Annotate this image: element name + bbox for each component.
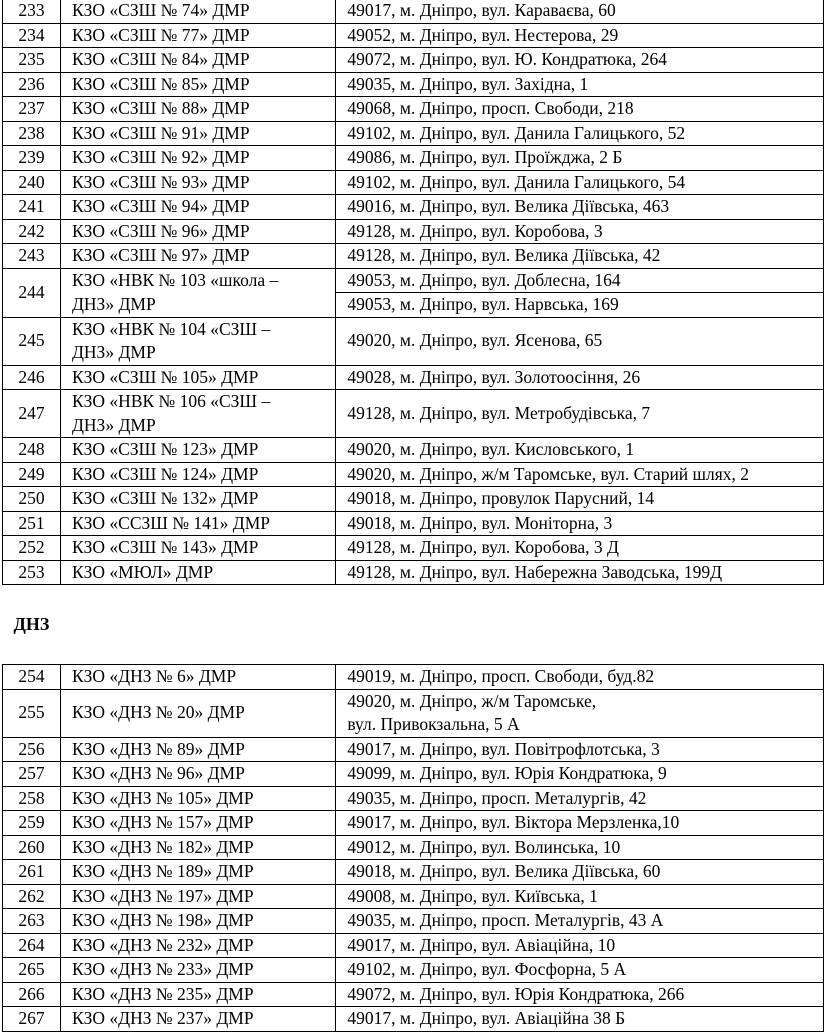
institution-address: 49128, м. Дніпро, вул. Коробова, 3 bbox=[336, 219, 824, 244]
institution-address: 49018, м. Дніпро, вул. Велика Діївська, 60 bbox=[336, 860, 824, 885]
institution-address: 49018, м. Дніпро, провулок Парусний, 14 bbox=[336, 487, 824, 512]
row-number: 248 bbox=[3, 438, 61, 463]
institution-address: 49128, м. Дніпро, вул. Коробова, 3 Д bbox=[336, 536, 824, 561]
institution-name: КЗО «ДНЗ № 6» ДМР bbox=[60, 665, 335, 690]
table-row bbox=[3, 762, 824, 787]
row-number: 263 bbox=[3, 909, 61, 934]
institution-address-line-2: вул. Привокзальна, 5 А bbox=[347, 714, 520, 734]
institution-name bbox=[60, 317, 335, 365]
institution-address: 49102, м. Дніпро, вул. Фосфорна, 5 А bbox=[336, 958, 824, 983]
row-number: 250 bbox=[3, 487, 61, 512]
institution-name: КЗО «СЗШ № 94» ДМР bbox=[60, 195, 335, 220]
institution-address: 49008, м. Дніпро, вул. Київська, 1 bbox=[336, 884, 824, 909]
table-row bbox=[3, 317, 824, 365]
institution-name: КЗО «ДНЗ № 89» ДМР bbox=[60, 737, 335, 762]
table-row bbox=[3, 97, 824, 122]
institution-name: КЗО «СЗШ № 77» ДМР bbox=[60, 23, 335, 48]
institution-address: 49012, м. Дніпро, вул. Волинська, 10 bbox=[336, 835, 824, 860]
row-number: 241 bbox=[3, 195, 61, 220]
institution-address: 49017, м. Дніпро, вул. Авіаційна 38 Б bbox=[336, 1007, 824, 1032]
row-number: 242 bbox=[3, 219, 61, 244]
row-number: 255 bbox=[3, 689, 61, 737]
institution-name: КЗО «СЗШ № 91» ДМР bbox=[60, 121, 335, 146]
table-row bbox=[3, 536, 824, 561]
institution-name: КЗО «СЗШ № 88» ДМР bbox=[60, 97, 335, 122]
row-number: 238 bbox=[3, 121, 61, 146]
table-row bbox=[3, 365, 824, 390]
institution-address: 49068, м. Дніпро, просп. Свободи, 218 bbox=[336, 97, 824, 122]
row-number: 256 bbox=[3, 737, 61, 762]
row-number: 261 bbox=[3, 860, 61, 885]
table-row bbox=[3, 219, 824, 244]
table-row bbox=[3, 786, 824, 811]
institution-name-line-1: КЗО «НВК № 103 «школа – bbox=[71, 270, 279, 290]
institution-name: КЗО «СЗШ № 97» ДМР bbox=[60, 244, 335, 269]
row-number: 243 bbox=[3, 244, 61, 269]
institution-address: 49020, м. Дніпро, ж/м Таромське, вул. Старий шлях, 2 bbox=[336, 462, 824, 487]
institution-name: КЗО «ССЗШ № 141» ДМР bbox=[60, 511, 335, 536]
institution-name: КЗО «СЗШ № 96» ДМР bbox=[60, 219, 335, 244]
institution-name: КЗО «ДНЗ № 198» ДМР bbox=[60, 909, 335, 934]
table-row bbox=[3, 195, 824, 220]
institution-name bbox=[60, 390, 335, 438]
table-row bbox=[3, 48, 824, 73]
row-number: 252 bbox=[3, 536, 61, 561]
institution-name: КЗО «ДНЗ № 237» ДМР bbox=[60, 1007, 335, 1032]
institution-address: 49028, м. Дніпро, вул. Золотоосіння, 26 bbox=[336, 365, 824, 390]
table-row bbox=[3, 909, 824, 934]
institution-name bbox=[60, 268, 335, 317]
row-number: 253 bbox=[3, 560, 61, 585]
institution-name: КЗО «МЮЛ» ДМР bbox=[60, 560, 335, 585]
institution-name: КЗО «ДНЗ № 157» ДМР bbox=[60, 811, 335, 836]
row-number: 240 bbox=[3, 170, 61, 195]
institution-name: КЗО «СЗШ № 93» ДМР bbox=[60, 170, 335, 195]
institution-name: КЗО «ДНЗ № 189» ДМР bbox=[60, 860, 335, 885]
table-row bbox=[3, 560, 824, 585]
institution-name: КЗО «ДНЗ № 182» ДМР bbox=[60, 835, 335, 860]
table-row bbox=[3, 511, 824, 536]
institution-name: КЗО «СЗШ № 85» ДМР bbox=[60, 72, 335, 97]
institution-name: КЗО «СЗШ № 74» ДМР bbox=[60, 0, 335, 23]
table-row bbox=[3, 121, 824, 146]
section-title: ДНЗ bbox=[3, 585, 824, 665]
row-number: 234 bbox=[3, 23, 61, 48]
institution-address: 49017, м. Дніпро, вул. Караваєва, 60 bbox=[336, 0, 824, 23]
row-number: 265 bbox=[3, 958, 61, 983]
institution-address: 49128, м. Дніпро, вул. Велика Діївська, 42 bbox=[336, 244, 824, 269]
institution-address: 49035, м. Дніпро, просп. Металургів, 42 bbox=[336, 786, 824, 811]
table-row bbox=[3, 689, 824, 737]
institution-address: 49017, м. Дніпро, вул. Віктора Мерзленка,10 bbox=[336, 811, 824, 836]
institution-address: 49017, м. Дніпро, вул. Повітрофлотська, 3 bbox=[336, 737, 824, 762]
institutions-table bbox=[2, 0, 824, 1032]
institution-address: 49128, м. Дніпро, вул. Метробудівська, 7 bbox=[336, 390, 824, 438]
institution-name: КЗО «СЗШ № 132» ДМР bbox=[60, 487, 335, 512]
institution-name: КЗО «ДНЗ № 197» ДМР bbox=[60, 884, 335, 909]
row-number: 246 bbox=[3, 365, 61, 390]
institution-address: 49099, м. Дніпро, вул. Юрія Кондратюка, 9 bbox=[336, 762, 824, 787]
section-header-row bbox=[3, 585, 824, 665]
institution-address: 49102, м. Дніпро, вул. Данила Галицького, 54 bbox=[336, 170, 824, 195]
institution-address: 49019, м. Дніпро, просп. Свободи, буд.82 bbox=[336, 665, 824, 690]
row-number: 257 bbox=[3, 762, 61, 787]
table-row bbox=[3, 811, 824, 836]
table-row bbox=[3, 170, 824, 195]
table-row bbox=[3, 982, 824, 1007]
row-number: 239 bbox=[3, 146, 61, 171]
table-row bbox=[3, 268, 824, 293]
institution-address: 49017, м. Дніпро, вул. Авіаційна, 10 bbox=[336, 933, 824, 958]
institution-address: 49052, м. Дніпро, вул. Нестерова, 29 bbox=[336, 23, 824, 48]
institution-address: 49053, м. Дніпро, вул. Доблесна, 164 bbox=[336, 268, 824, 293]
table-row bbox=[3, 958, 824, 983]
table-row bbox=[3, 933, 824, 958]
row-number: 254 bbox=[3, 665, 61, 690]
row-number: 235 bbox=[3, 48, 61, 73]
table-row bbox=[3, 665, 824, 690]
row-number: 258 bbox=[3, 786, 61, 811]
row-number: 249 bbox=[3, 462, 61, 487]
row-number: 260 bbox=[3, 835, 61, 860]
institution-address: 49072, м. Дніпро, вул. Ю. Кондратюка, 264 bbox=[336, 48, 824, 73]
institution-name: КЗО «ДНЗ № 233» ДМР bbox=[60, 958, 335, 983]
table-row bbox=[3, 146, 824, 171]
institution-name: КЗО «ДНЗ № 235» ДМР bbox=[60, 982, 335, 1007]
institution-name: КЗО «СЗШ № 143» ДМР bbox=[60, 536, 335, 561]
institution-address-line-1: 49020, м. Дніпро, ж/м Таромське, bbox=[347, 690, 597, 711]
institution-name-line-2: ДНЗ» ДМР bbox=[71, 293, 156, 314]
institution-name: КЗО «СЗШ № 105» ДМР bbox=[60, 365, 335, 390]
row-number: 264 bbox=[3, 933, 61, 958]
table-row bbox=[3, 462, 824, 487]
row-number: 233 bbox=[3, 0, 61, 23]
institution-name-line-2: ДНЗ» ДМР bbox=[71, 414, 156, 435]
table-row bbox=[3, 438, 824, 463]
table-row bbox=[3, 884, 824, 909]
institution-name: КЗО «ДНЗ № 20» ДМР bbox=[60, 689, 335, 737]
table-row bbox=[3, 23, 824, 48]
table-row bbox=[3, 835, 824, 860]
table-row bbox=[3, 737, 824, 762]
institution-address: 49016, м. Дніпро, вул. Велика Діївська, 463 bbox=[336, 195, 824, 220]
table-row bbox=[3, 390, 824, 438]
institution-name: КЗО «СЗШ № 124» ДМР bbox=[60, 462, 335, 487]
institution-address: 49035, м. Дніпро, вул. Західна, 1 bbox=[336, 72, 824, 97]
institution-address bbox=[336, 689, 824, 737]
institution-address: 49086, м. Дніпро, вул. Проїжджа, 2 Б bbox=[336, 146, 824, 171]
row-number: 251 bbox=[3, 511, 61, 536]
institution-address: 49128, м. Дніпро, вул. Набережна Заводська, 199Д bbox=[336, 560, 824, 585]
table-row bbox=[3, 0, 824, 23]
institution-address: 49018, м. Дніпро, вул. Моніторна, 3 bbox=[336, 511, 824, 536]
row-number: 245 bbox=[3, 317, 61, 365]
institution-name-line-1: КЗО «НВК № 104 «СЗШ – bbox=[71, 318, 271, 339]
table-row bbox=[3, 72, 824, 97]
row-number: 237 bbox=[3, 97, 61, 122]
institution-address: 49102, м. Дніпро, вул. Данила Галицького, 52 bbox=[336, 121, 824, 146]
row-number: 247 bbox=[3, 390, 61, 438]
institution-address: 49020, м. Дніпро, вул. Ясенова, 65 bbox=[336, 317, 824, 365]
institution-name: КЗО «ДНЗ № 105» ДМР bbox=[60, 786, 335, 811]
institution-address: 49020, м. Дніпро, вул. Кисловського, 1 bbox=[336, 438, 824, 463]
institution-address: 49035, м. Дніпро, просп. Металургів, 43 А bbox=[336, 909, 824, 934]
institution-name: КЗО «ДНЗ № 232» ДМР bbox=[60, 933, 335, 958]
institution-name: КЗО «СЗШ № 123» ДМР bbox=[60, 438, 335, 463]
row-number: 262 bbox=[3, 884, 61, 909]
table-row bbox=[3, 1007, 824, 1032]
table-row bbox=[3, 487, 824, 512]
row-number: 259 bbox=[3, 811, 61, 836]
row-number: 244 bbox=[3, 268, 61, 317]
row-number: 236 bbox=[3, 72, 61, 97]
institution-name-line-1: КЗО «НВК № 106 «СЗШ – bbox=[71, 391, 271, 411]
table-row bbox=[3, 860, 824, 885]
institution-name: КЗО «СЗШ № 92» ДМР bbox=[60, 146, 335, 171]
row-number: 267 bbox=[3, 1007, 61, 1032]
institution-name: КЗО «СЗШ № 84» ДМР bbox=[60, 48, 335, 73]
table-row bbox=[3, 244, 824, 269]
institution-name: КЗО «ДНЗ № 96» ДМР bbox=[60, 762, 335, 787]
institution-address: 49053, м. Дніпро, вул. Нарвська, 169 bbox=[336, 293, 824, 318]
institution-name-line-2: ДНЗ» ДМР bbox=[71, 342, 156, 362]
institution-address: 49072, м. Дніпро, вул. Юрія Кондратюка, 266 bbox=[336, 982, 824, 1007]
row-number: 266 bbox=[3, 982, 61, 1007]
